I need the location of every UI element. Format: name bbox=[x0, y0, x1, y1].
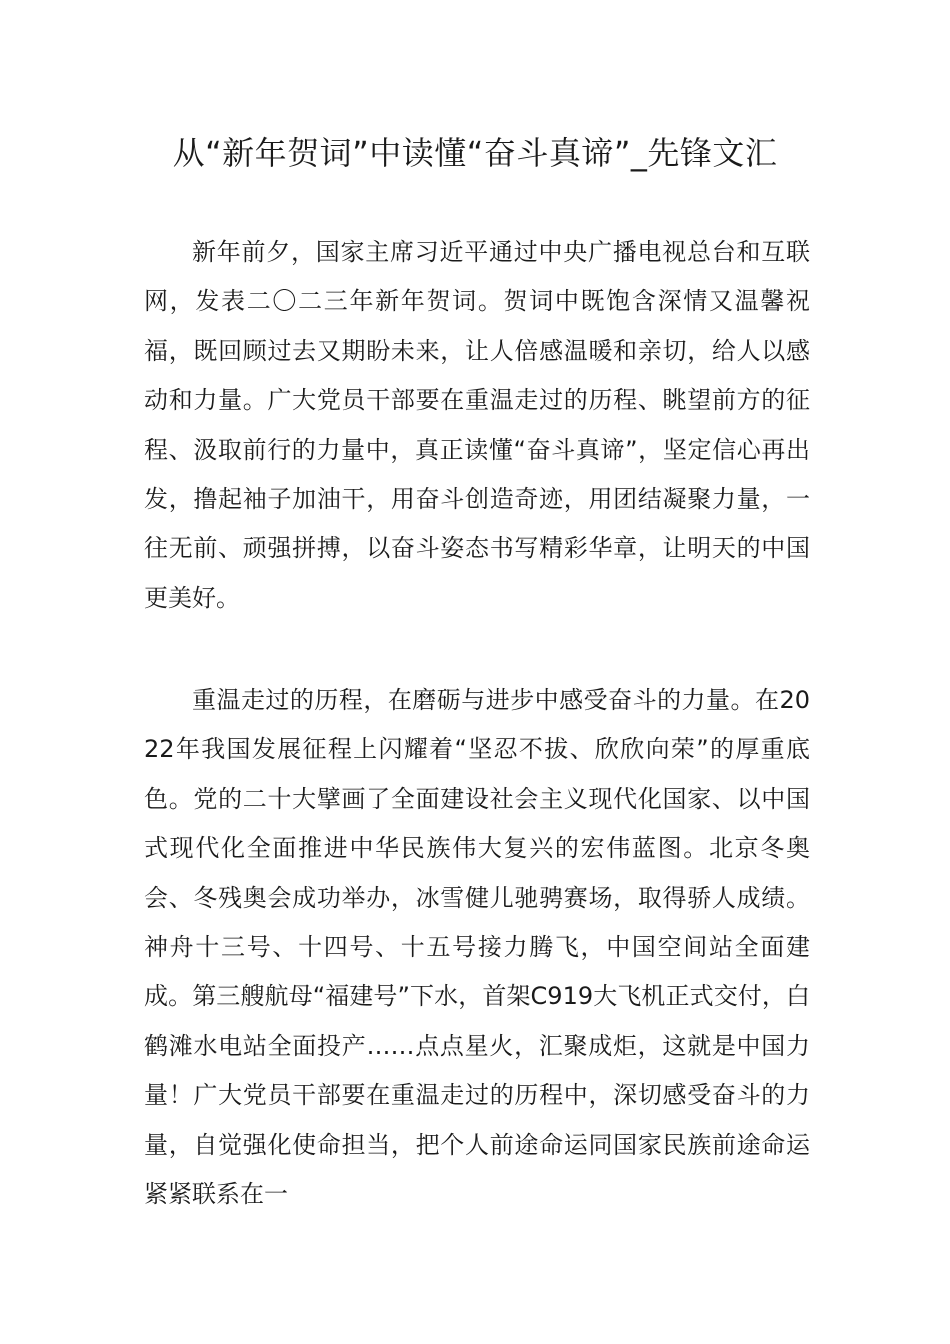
paragraph-body: 重温走过的历程，在磨砺与进步中感受奋斗的力量。在2022年我国发展征程上闪耀着“坚忍不拔、欣欣向荣”的厚重底色。党的二十大擘画了全面建设社会主义现代化国家、以中国式现代化全面推进中华民族伟大复兴的宏伟蓝图。北京冬奥会、冬残奥会成功举办，冰雪健儿驰骋赛场，取得骄人成绩。神舟十三号、十四号、十五号接力腾飞，中国空间站全面建成。第三艘航母“福建号”下水，首架C919大飞机正式交付，白鹤滩水电站全面投产……点点星火，汇聚成炬，这就是中国力量！广大党员干部要在重温走过的历程中，深切感受奋斗的力量，自觉强化使命担当，把个人前途命运同国家民族前途命运紧紧联系在一 bbox=[144, 686, 810, 1209]
paragraph-intro: 新年前夕，国家主席习近平通过中央广播电视总台和互联网，发表二〇二三年新年贺词。贺词中既饱含深情又温馨祝福，既回顾过去又期盼未来，让人倍感温暖和亲切，给人以感动和力量。广大党员干部要在重温走过的历程、眺望前方的征程、汲取前行的力量中，真正读懂“奋斗真谛”，坚定信心再出发，撸起袖子加油干，用奋斗创造奇迹，用团结凝聚力量，一往无前、顽强拼搏，以奋斗姿态书写精彩华章，让明天的中国更美好。 bbox=[144, 238, 810, 612]
document-title: 从“新年贺词”中读懂“奋斗真谛”_先锋文汇 bbox=[172, 134, 778, 172]
